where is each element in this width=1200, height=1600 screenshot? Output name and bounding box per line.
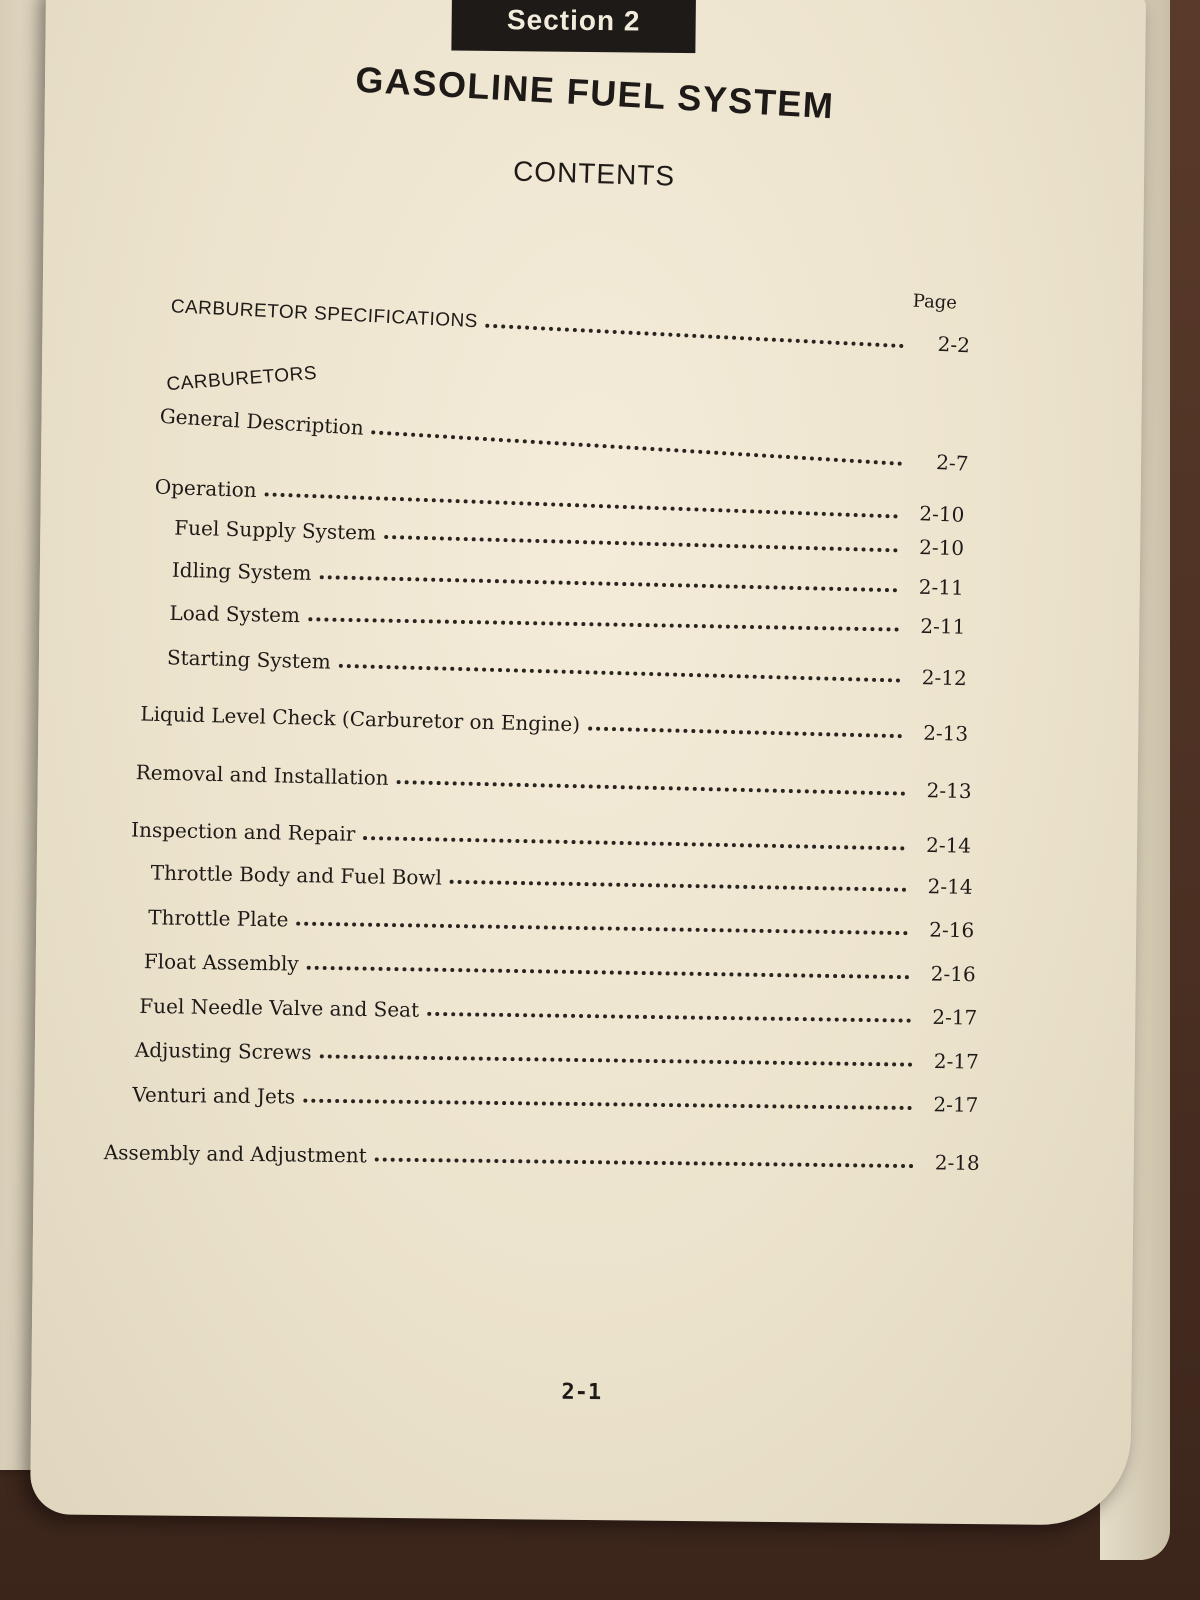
dot-leader — [363, 836, 905, 850]
toc-row-inspection-and-repair — [131, 812, 971, 858]
toc-page: 2-10 — [919, 501, 965, 527]
dot-leader — [320, 1054, 913, 1066]
toc-label: Assembly and Adjustment — [103, 1140, 367, 1168]
toc-page: 2-18 — [934, 1150, 980, 1175]
section-tab: Section 2 — [451, 0, 696, 53]
toc-row-throttle-plate — [148, 899, 974, 942]
page-title: GASOLINE FUEL SYSTEM — [354, 58, 836, 127]
toc-row-removal-and-installation — [136, 754, 972, 803]
dot-leader — [450, 880, 907, 892]
manual-page — [30, 0, 1146, 1526]
dot-leader — [375, 1157, 914, 1168]
dot-leader — [307, 966, 910, 979]
toc-label: Inspection and Repair — [130, 817, 356, 846]
toc-row-liquid-level-check — [140, 696, 968, 746]
page-column-label: Page — [912, 290, 958, 314]
toc-label: Float Assembly — [143, 949, 299, 976]
toc-row-throttle-body-and-fuel-bowl — [151, 855, 973, 899]
dot-leader — [339, 664, 901, 683]
toc-page: 2-13 — [926, 778, 972, 804]
toc-page: 2-17 — [933, 1048, 979, 1074]
page-number: 2-1 — [561, 1379, 602, 1406]
contents-heading: CONTENTS — [512, 155, 676, 192]
toc-label: CARBURETOR SPECIFICATIONS — [170, 296, 479, 333]
dot-leader — [397, 780, 906, 796]
toc-row-load-system — [169, 595, 965, 639]
dot-leader — [371, 430, 902, 466]
toc-row-adjusting-screws — [135, 1032, 979, 1074]
toc-label: Venturi and Jets — [132, 1082, 296, 1109]
dot-leader — [427, 1012, 911, 1023]
toc-row-carburetors — [165, 351, 367, 396]
dot-leader — [308, 617, 899, 631]
toc-page: 2-7 — [935, 449, 970, 476]
toc-row-fuel-needle-valve-and-seat — [139, 988, 977, 1030]
toc-page: 2-14 — [925, 832, 972, 858]
toc-label: Throttle Plate — [148, 905, 289, 932]
toc-row-venturi-and-jets — [132, 1077, 978, 1117]
toc-page: 2-16 — [929, 917, 975, 943]
toc-label: CARBURETORS — [165, 362, 318, 396]
toc-row-starting-system — [167, 639, 968, 690]
toc-page: 2-12 — [921, 665, 968, 691]
toc-page: 2-17 — [932, 1004, 978, 1030]
toc-page: 2-10 — [918, 534, 965, 561]
toc-label: Adjusting Screws — [134, 1037, 312, 1065]
toc-page: 2-11 — [918, 574, 964, 600]
toc-row-float-assembly — [144, 943, 976, 986]
toc-page: 2-2 — [937, 331, 971, 358]
toc-label: Fuel Supply System — [174, 515, 377, 545]
toc-label: Throttle Body and Fuel Bowl — [150, 860, 443, 890]
toc-page: 2-17 — [933, 1092, 979, 1117]
toc-page: 2-11 — [920, 613, 966, 639]
toc-page: 2-13 — [922, 720, 969, 746]
toc-row-general-description — [159, 398, 969, 476]
toc-label: Load System — [169, 600, 301, 628]
toc-row-assembly-and-adjustment — [104, 1134, 980, 1175]
toc-page: 2-16 — [930, 961, 976, 987]
toc-label: Removal and Installation — [135, 760, 389, 790]
dot-leader — [303, 1099, 912, 1110]
toc-row-carburetor-specifications — [170, 288, 971, 357]
dot-leader — [319, 575, 897, 592]
toc-label: Idling System — [171, 557, 312, 585]
toc-label: Liquid Level Check (Carburetor on Engine) — [140, 701, 581, 737]
toc-row-idling-system — [172, 552, 964, 600]
toc-page — [326, 381, 367, 384]
toc-page: 2-14 — [927, 874, 973, 899]
toc-label: Starting System — [166, 645, 332, 674]
toc-label: Operation — [154, 474, 258, 503]
toc-label: Fuel Needle Valve and Seat — [139, 993, 420, 1022]
dot-leader — [588, 726, 902, 738]
toc-label: General Description — [159, 403, 365, 440]
dot-leader — [296, 922, 908, 936]
dot-leader — [486, 324, 904, 348]
dot-leader — [384, 535, 898, 552]
